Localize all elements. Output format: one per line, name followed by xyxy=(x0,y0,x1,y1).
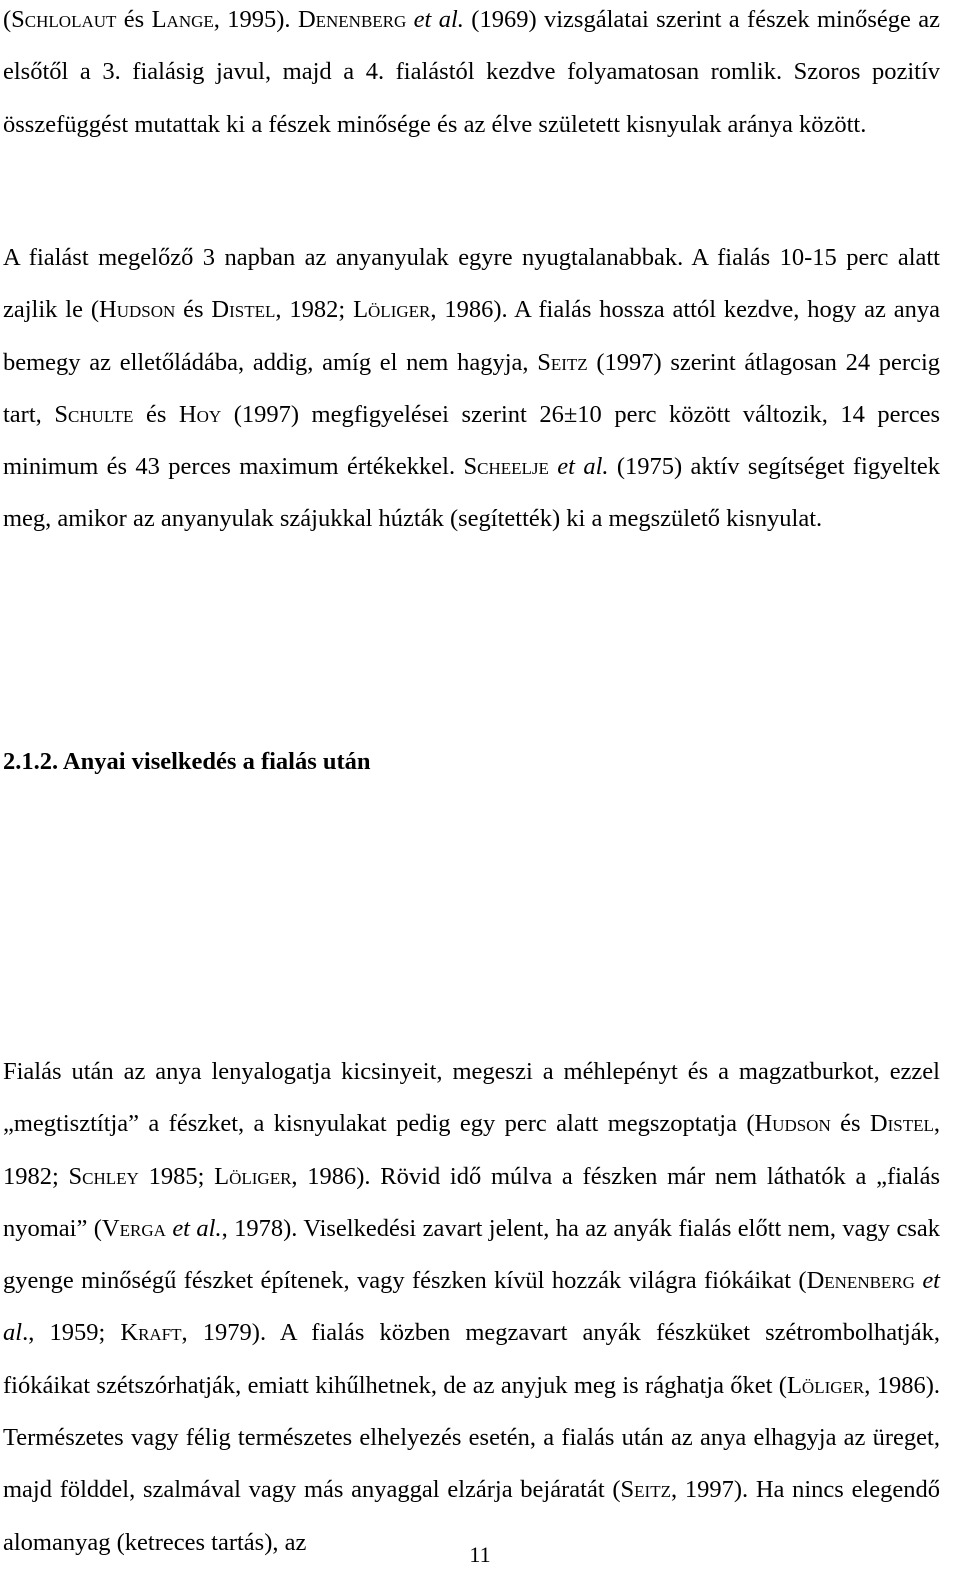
paragraph-maternal-behavior xyxy=(3,1046,940,1569)
text-segment: , 1982; xyxy=(275,296,354,324)
italic-text: et al. xyxy=(557,453,609,481)
author-name: Scheelje xyxy=(463,453,549,481)
paragraph-kindling-duration xyxy=(3,232,940,546)
italic-text: et al xyxy=(3,1267,940,1347)
section-heading: 2.1.2. Anyai viselkedés a fialás után xyxy=(3,748,371,775)
italic-text: et al. xyxy=(413,6,464,33)
italic-text: et al. xyxy=(172,1214,222,1242)
author-name: Denenberg xyxy=(806,1267,915,1295)
text-segment: (1997) szerint átlagosan 24 percig tart, xyxy=(3,348,940,428)
text-segment: és xyxy=(830,1110,870,1138)
text-segment: ., 1959; xyxy=(22,1319,121,1347)
text-segment xyxy=(406,6,413,33)
author-name: Denenberg xyxy=(297,6,407,33)
author-name: Schulte xyxy=(54,400,134,428)
text-segment: , 1982; xyxy=(3,1110,940,1190)
author-name: Lange xyxy=(151,6,214,33)
page-number: 11 xyxy=(469,1542,491,1567)
text-segment: , 1979). A fialás közben megzavart anyák fészküket szétrombolhatják, fiókáikat szétszórhatják, emiatt kihűlhetnek, de az anyjuk meg is rághatja őket ( xyxy=(3,1319,940,1399)
text-segment: 1985; xyxy=(138,1162,215,1190)
author-name: Löliger xyxy=(353,296,431,324)
text-segment: Fialás után az anya lenyalogatja kicsinyeit, megeszi a méhlepényt és a magzatburkot, ezzel „megtisztítja” a fészket, a kisnyulakat pedig egy perc alatt megszoptatja ( xyxy=(3,1058,940,1138)
text-segment: és xyxy=(116,6,152,33)
author-name: Seitz xyxy=(620,1476,671,1504)
text-segment: és xyxy=(175,296,212,324)
text-segment xyxy=(549,453,557,480)
author-name: Schlolaut xyxy=(11,6,117,33)
author-name: Löliger xyxy=(214,1162,292,1190)
author-name: Distel xyxy=(869,1110,934,1138)
text-segment: ( xyxy=(3,6,12,33)
text-segment: , 1986). Természetes vagy félig természetes elhelyezés esetén, a fialás után az anya elhagyja az üreget, majd földdel, szalmával vagy más anyaggal elzárja bejáratát ( xyxy=(3,1371,940,1504)
author-name: Verga xyxy=(101,1214,166,1242)
author-name: Distel xyxy=(211,296,276,324)
author-name: Seitz xyxy=(537,348,588,376)
text-segment: (1969) vizsgálatai szerint a fészek minősége az elsőtől a 3. fialásig javul, majd a 4. fialástól kezdve folyamatosan romlik. Szoros pozitív összefüggést mutattak ki a fészek minősége és az élve született kisnyulak aránya között. xyxy=(3,6,941,138)
text-segment: , 1995). xyxy=(213,6,298,33)
text-segment: , 1978). Viselkedési zavart jelent, ha az anyák fialás előtt nem, vagy csak gyenge minőségű fészket építenek, vagy fészken kívül hozzák világra fiókáikat ( xyxy=(3,1214,940,1295)
text-segment: , 1986). Rövid idő múlva a fészken már nem láthatók a „fialás nyomai” ( xyxy=(3,1162,940,1242)
author-name: Hudson xyxy=(99,296,176,324)
text-segment: (1997) megfigyelései szerint 26±10 perc között változik, 14 perces minimum és 43 perces maximum értékekkel. xyxy=(3,400,940,481)
text-segment: és xyxy=(133,400,179,428)
author-name: Kraft xyxy=(120,1319,182,1347)
text-segment: , 1986). A fialás hossza attól kezdve, hogy az anya bemegy az elletőládába, addig, amíg el nem hagyja, xyxy=(3,296,940,376)
author-name: Hudson xyxy=(754,1110,831,1138)
text-segment: (1975) aktív segítséget figyeltek meg, amikor az anyanyulak szájukkal húzták (segítették) ki a megszülető kisnyulat. xyxy=(3,453,940,533)
author-name: Löliger xyxy=(786,1371,865,1399)
text-segment: , 1997). Ha nincs elegendő alomanyag (ketreces tartás), az xyxy=(3,1476,940,1556)
paragraph-nest-quality xyxy=(3,0,940,151)
author-name: Hoy xyxy=(178,400,222,428)
text-segment: A fialást megelőző 3 napban az anyanyulak egyre nyugtalanabbak. A fialás 10-15 perc alatt zajlik le ( xyxy=(3,244,940,324)
author-name: Schley xyxy=(68,1162,139,1190)
